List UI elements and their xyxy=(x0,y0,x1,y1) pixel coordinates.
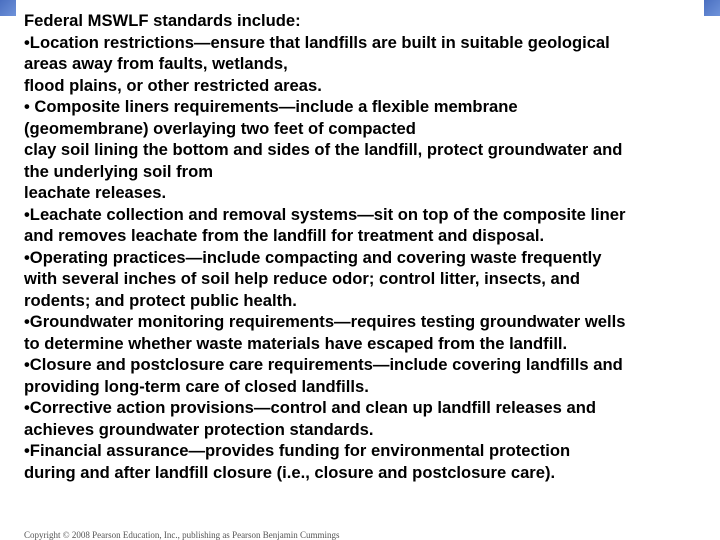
text-line: •Financial assurance—provides funding for environmental protection xyxy=(24,441,571,460)
text-line: •Groundwater monitoring requirements—requires testing groundwater wells xyxy=(24,312,626,331)
text-line: the underlying soil from xyxy=(24,161,213,181)
text-line: clay soil lining the bottom and sides of the landfill, protect groundwater and xyxy=(24,140,623,159)
text-line: flood plains, or other restricted areas. xyxy=(24,75,322,95)
text-line: with several inches of soil help reduce odor; control litter, insects, and xyxy=(24,269,581,288)
text-line: providing long-term care of closed landfills. xyxy=(24,376,369,396)
text-line: •Operating practices—include compacting and covering waste frequently xyxy=(24,247,602,267)
copyright-footer: Copyright © 2008 Pearson Education, Inc., publishing as Pearson Benjamin Cummings xyxy=(24,530,340,540)
text-line: Federal MSWLF standards include: xyxy=(24,11,301,30)
text-line: and removes leachate from the landfill for treatment and disposal. xyxy=(24,226,545,245)
text-line: • Composite liners requirements—include a flexible membrane xyxy=(24,97,518,116)
slide-body-text xyxy=(24,10,692,483)
corner-accent-left xyxy=(0,0,16,16)
text-line: •Closure and postclosure care requirements—include covering landfills and xyxy=(24,355,623,374)
text-line: to determine whether waste materials have escaped from the landfill. xyxy=(24,333,568,353)
corner-accent-right xyxy=(704,0,720,16)
text-line: •Location restrictions—ensure that landfills are built in suitable geological xyxy=(24,32,610,52)
text-line: during and after landfill closure (i.e., closure and postclosure care). xyxy=(24,462,556,482)
text-line: (geomembrane) overlaying two feet of compacted xyxy=(24,118,416,138)
text-line: •Leachate collection and removal systems—sit on top of the composite liner xyxy=(24,204,626,224)
text-line: areas away from faults, wetlands, xyxy=(24,54,288,73)
text-line: rodents; and protect public health. xyxy=(24,290,297,310)
text-line: •Corrective action provisions—control and clean up landfill releases and xyxy=(24,398,596,417)
text-line: achieves groundwater protection standards. xyxy=(24,419,374,439)
text-line: leachate releases. xyxy=(24,183,167,202)
